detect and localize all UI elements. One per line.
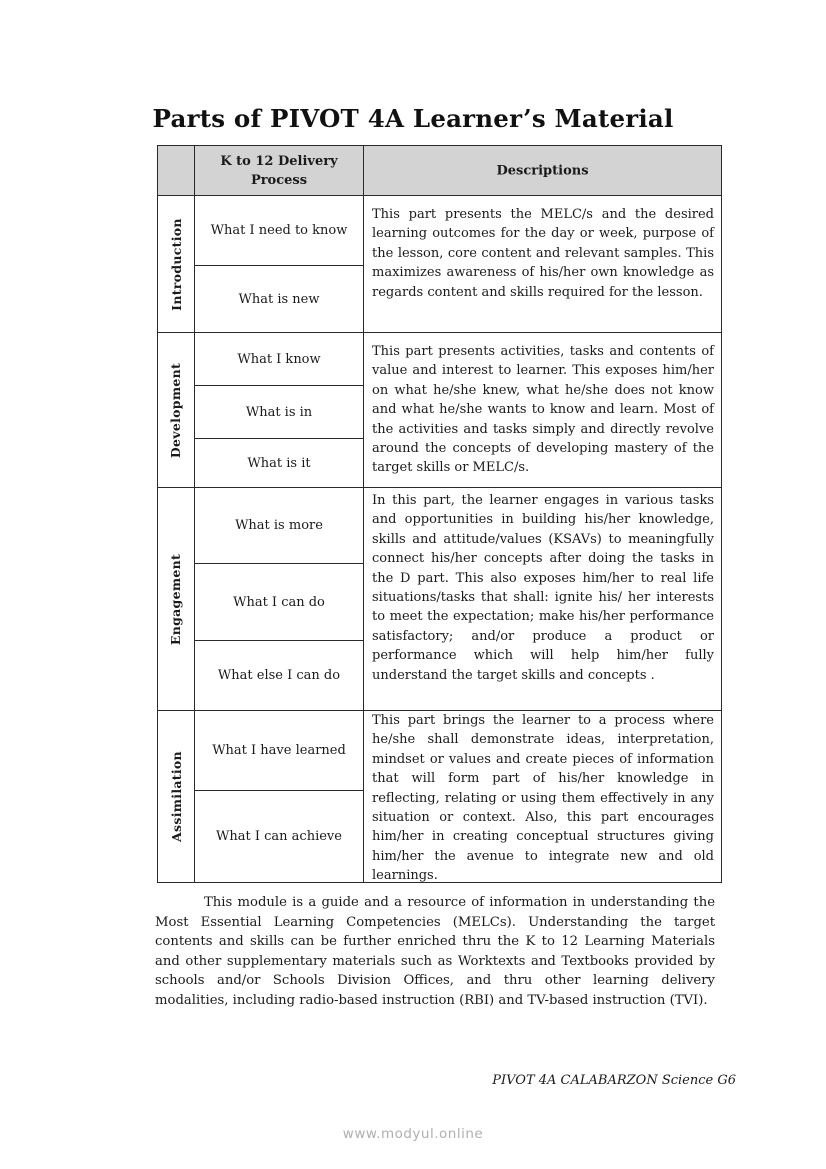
description-introduction: This part presents the MELC/s and the desired learning outcomes for the day or week, purpose of the lesson, core content and relevant samples. This maximizes awareness of his/her own knowledge as regards content and skills required for the lesson. — [363, 195, 722, 333]
part-what-i-can-achieve: What I can achieve — [194, 790, 364, 883]
part-what-is-in: What is in — [194, 385, 364, 439]
page-title: Parts of PIVOT 4A Learner’s Material — [152, 104, 674, 133]
description-assimilation: This part brings the learner to a process where he/she shall demonstrate ideas, interpretation, mindset or values and create pieces of information that will form part of his/her knowledge in reflecting, relating or using them effectively in any situation or context. Also, this part encourages him/her in creating conceptual structures giving him/her the avenue to integrate new and old learnings. — [363, 710, 722, 883]
part-what-i-have-learned: What I have learned — [194, 710, 364, 791]
parts-table — [157, 145, 722, 883]
part-what-i-can-do: What I can do — [194, 563, 364, 641]
part-what-i-know: What I know — [194, 332, 364, 386]
stage-introduction — [157, 195, 195, 333]
stage-label: Introduction — [168, 217, 184, 311]
description-development: This part presents activities, tasks and contents of value and interest to learner. This exposes him/her on what he/she knew, what he/she does not know and what he/she wants to know and learn. Most of the activities and tasks simply and directly revolve around the concepts of developing mastery of the target skills or MELC/s. — [363, 332, 722, 488]
stage-label: Engagement — [168, 553, 184, 645]
header-cell-blank — [157, 145, 195, 196]
watermark: www.modyul.online — [342, 1126, 484, 1142]
part-what-i-need-to-know: What I need to know — [194, 195, 364, 266]
body-paragraph: This module is a guide and a resource of information in understanding the Most Essential Learning Competencies (MELCs). Understanding the target contents and skills can be further enriched thru the K to 12 Learning Materials and other supplementary materials such as Worktexts and Textbooks provided by schools and/or Schools Division Offices, and thru other learning delivery modalities, including radio-based instruction (RBI) and TV-based instruction (TVI). — [155, 895, 715, 1008]
page-footer: PIVOT 4A CALABARZON Science G6 — [492, 1073, 736, 1088]
description-engagement: In this part, the learner engages in various tasks and opportunities in building his/her knowledge, skills and attitude/values (KSAVs) to meaningfully connect his/her concepts after doing the tasks in the D part. This also exposes him/her to real life situations/tasks that shall: ignite his/ her interests to meet the expectation; make his/her performance satisfactory; and/or produce a product or performance which will help him/her fully understand the target skills and concepts . — [363, 487, 722, 711]
stage-label: Development — [168, 362, 184, 458]
header-cell-descriptions — [363, 145, 722, 196]
header-cell-process — [194, 145, 364, 196]
stage-development — [157, 332, 195, 488]
part-what-else-i-can-do: What else I can do — [194, 640, 364, 711]
header-descriptions-label: Descriptions — [496, 163, 589, 178]
part-what-is-more: What is more — [194, 487, 364, 564]
header-process-label: K to 12 Delivery Process — [220, 153, 338, 188]
stage-label: Assimilation — [168, 751, 184, 842]
stage-assimilation — [157, 710, 195, 883]
stage-engagement — [157, 487, 195, 711]
part-what-is-it: What is it — [194, 438, 364, 488]
part-what-is-new: What is new — [194, 265, 364, 333]
